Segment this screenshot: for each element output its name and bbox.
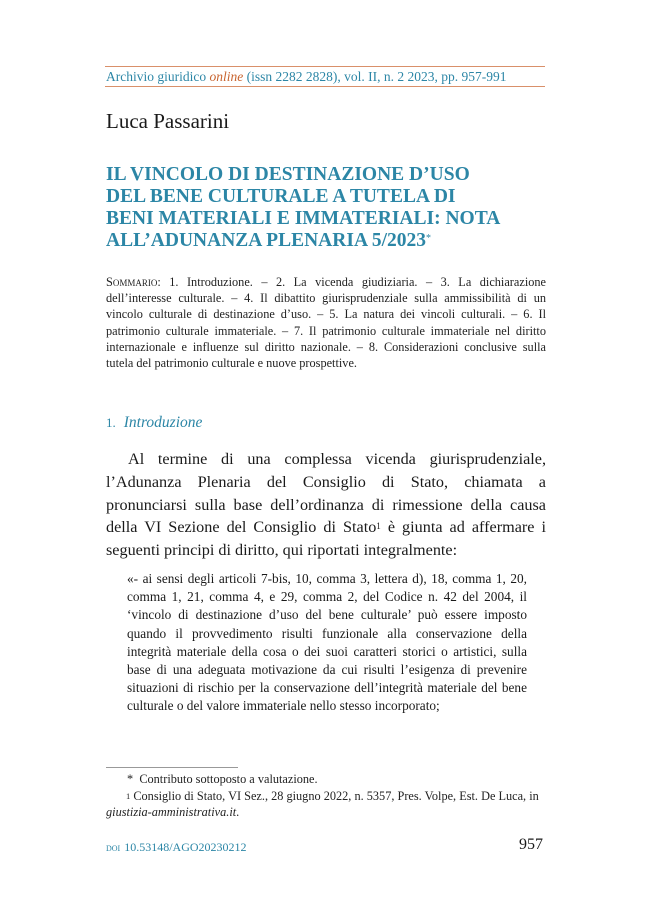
footnote-ref: 1	[376, 521, 381, 532]
journal-header: Archivio giuridico online (issn 2282 2828), vol. II, n. 2 2023, pp. 957-991	[106, 69, 507, 84]
section-number: 1.	[106, 415, 116, 430]
title-line: DEL BENE CULTURALE A TUTELA DI	[106, 186, 456, 207]
section-heading	[106, 414, 202, 432]
body-paragraph: Al termine di una complessa vicenda giurisprudenziale, l’Adunanza Plenaria del Consiglio di Stato, chiamata a pronunciarsi sulla base dell’ordinanza di rimessione della causa della VI Sezione del Consiglio di Stato$^1$ è giunta ad affermare i seguenti principi di diritto, qui riportati integralmente:	[106, 450, 546, 560]
article-title	[106, 164, 526, 252]
summary	[106, 274, 546, 371]
footnote-star: * Contributo sottoposto a valutazione.	[127, 772, 318, 786]
title-footnote-mark: *	[426, 233, 431, 244]
doi-label: doi	[106, 842, 121, 854]
doi-value: 10.53148/AGO20230212	[124, 840, 247, 854]
title-line: IL VINCOLO DI DESTINAZIONE D’USO	[106, 164, 470, 185]
title-line: ALL’ADUNANZA PLENARIA 5/2023*	[106, 230, 431, 251]
author-name: Luca Passarini	[106, 109, 230, 133]
section-title: Introduzione	[123, 414, 203, 431]
journal-online: online	[209, 69, 244, 84]
title-line: BENI MATERIALI E IMMATERIALI: NOTA	[106, 208, 501, 229]
footnote-rule	[106, 767, 238, 768]
doi	[106, 840, 247, 855]
summary-label: Sommario:	[106, 275, 161, 289]
summary-text: 1. Introduzione. – 2. La vicenda giudiziaria. – 3. La dichiarazione dell’interesse culturale. – 4. Il dibattito giurisprudenziale sulla ammissibilità di un vincolo culturale di destinazione d’uso. – 5. La natura dei vincoli culturali. – 6. Il patrimonio culturale immateriale. – 7. Il patrimonio culturale immateriale nel diritto internazionale e influenze sul diritto nazionale. – 8. Considerazioni conclusive sulla tutela del patrimonio culturale e nuove prospettive.	[106, 275, 546, 371]
block-quote: «- ai sensi degli articoli 7-bis, 10, comma 3, lettera d), 18, comma 1, 20, comma 1, 21, comma 4, e 29, comma 2, del Codice n. 42 del 2004, il ‘vincolo di destinazione d’uso del bene culturale’ può essere imposto quando il provvedimento risulti funzionale alla conservazione della integrità materiale della cosa o dei suoi caratteri storici o artistici, sulla base di una adeguata motivazione da cui risulti l’esigenza di prevenire situazioni di rischio per la conservazione dell’integrità materiale del bene culturale o del valore immateriale nello stesso incorporato;	[127, 571, 527, 714]
footnote-1: $^1$ Consiglio di Stato, VI Sez., 28 giugno 2022, n. 5357, Pres. Volpe, Est. De Luca, in giustizia-amministrativa.it.	[106, 789, 539, 819]
header-bottom-rule	[105, 86, 545, 87]
footnote-source-link: giustizia-amministrativa.it	[106, 805, 237, 819]
page-number: 957	[519, 836, 543, 853]
header-top-rule	[105, 66, 545, 67]
